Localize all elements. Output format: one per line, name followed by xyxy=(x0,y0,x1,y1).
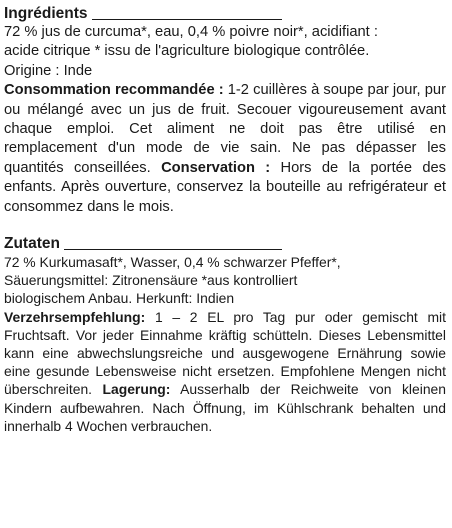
section-spacer xyxy=(4,217,446,232)
german-ingredients-line-3: biologischem Anbau. Herkunft: Indien xyxy=(4,290,235,307)
french-ingredients-line-2: acide citrique * issu de l'agriculture biologique contrôlée. xyxy=(4,43,370,60)
german-storage-text: Ausserhalb der Reichweite von kleinen Kindern aufbewahren. Nach Öffnung, im Kühlschrank behalten und innerhalb 4 Wochen verbrauchen. xyxy=(4,381,446,434)
french-ingredients-heading: Ingrédients xyxy=(4,5,88,22)
german-section xyxy=(4,232,446,435)
german-storage-label: Lagerung: xyxy=(102,381,171,398)
german-heading-row xyxy=(4,232,446,253)
german-ingredients-heading: Zutaten xyxy=(4,235,60,253)
french-section xyxy=(4,2,446,217)
product-label xyxy=(4,2,446,435)
french-ingredients-line-1: 72 % jus de curcuma*, eau, 0,4 % poivre noir*, acidifiant : xyxy=(4,24,378,40)
french-consumption-text: 1-2 cuillères à soupe par jour, pur ou mélangé avec un jus de fruit. Secouer vigoureusement avant chaque emploi. Cet aliment ne doit pas être utilisé en remplacement d'un mode de vie sain. Ne pas dépasser les quantités conseillées. xyxy=(4,82,446,176)
german-ingredients-line-2: Säuerungsmittel: Zitronensäure *aus kontrolliert xyxy=(4,272,298,289)
french-heading-row xyxy=(4,2,446,23)
german-ingredients-line-1: 72 % Kurkumasaft*, Wasser, 0,4 % schwarzer Pfeffer*, xyxy=(4,254,341,271)
french-usage-paragraph xyxy=(4,81,446,217)
french-heading-underline xyxy=(92,19,282,20)
german-consumption-label: Verzehrsempfehlung: xyxy=(4,308,146,325)
german-usage-paragraph xyxy=(4,308,446,435)
french-conservation-text: Hors de la portée des enfants. Après ouverture, conservez la bouteille au refrigérateur et consommez dans le mois. xyxy=(4,159,447,215)
french-origin: Origine : Inde xyxy=(4,62,93,79)
french-conservation-label: Conservation : xyxy=(161,159,271,176)
french-consumption-label: Consommation recommandée : xyxy=(4,82,224,99)
german-consumption-text: 1 – 2 EL pro Tag pur oder gemischt mit Fruchtsaft. Vor jeder Einnahme kräftig schütteln. Dieses Lebensmittel kann eine abwechslungsreiche und ausgewogene Ernährung sowie eine gesunde Lebensweise nicht ersetzen. Empfohlene Mengen nicht überschreiten. xyxy=(4,308,446,398)
german-heading-underline xyxy=(64,249,282,250)
